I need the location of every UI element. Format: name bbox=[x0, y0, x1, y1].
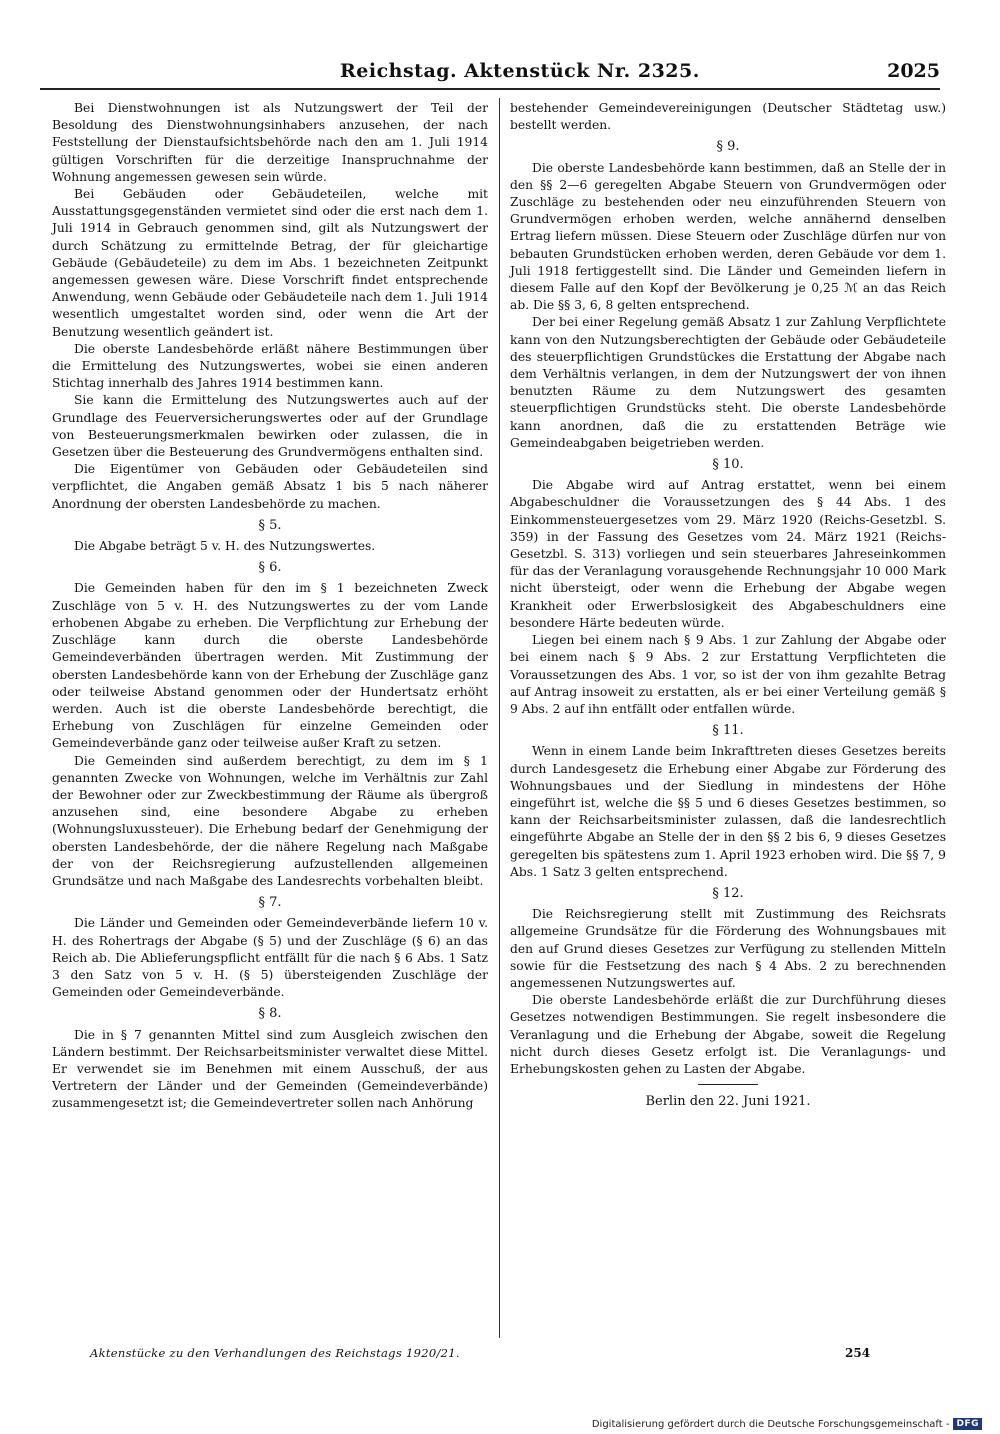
paragraph: Die Abgabe wird auf Antrag erstattet, wenn bei einem Abgabeschuldner die Voraussetzungen des § 44 Abs. 1 des Einkommensteuergesetzes vom 29. März 1920 (Reichs-Gesetzbl. S. 359) in der Fassung des Gesetzes vom 24. März 1921 (Reichs-Gesetzbl. S. 313) vorliegen und sein steuerbares Jahreseinkommen für das der Veranlagung vorausgehende Rechnungsjahr 10 000 Mark nicht übersteigt, oder wenn die Erhebung der Abgabe wegen Krankheit oder Erwerbslosigkeit des Abgabeschuldners eine besondere Härte bedeuten würde. bbox=[510, 478, 946, 630]
paragraph: bestehender Gemeindevereinigungen (Deutscher Städtetag usw.) bestellt werden. bbox=[510, 101, 946, 133]
paragraph: Die in § 7 genannten Mittel sind zum Ausgleich zwischen den Ländern bestimmt. Der Reichsarbeitsminister verwaltet diese Mittel. Er verwendet sie im Benehmen mit einem Ausschuß, der aus Vertretern der Länder und der Gemeinden (Gemeindeverbände) zusammengesetzt ist; die Gemeindevertreter sollen nach Anhörung bbox=[52, 1027, 488, 1111]
paragraph: Die Abgabe beträgt 5 v. H. des Nutzungswertes. bbox=[74, 539, 376, 554]
credit-text: Digitalisierung gefördert durch die Deutsche Forschungsgemeinschaft - bbox=[591, 1418, 950, 1430]
paragraph: Die Länder und Gemeinden oder Gemeindeverbände liefern 10 v. H. des Rohertrags der Abgabe (§ 5) und der Zuschläge (§ 6) an das Reich ab. Die Ablieferungspflicht entfällt für die nach § 6 Abs. 1 Satz 3 den Satz von 5 v. H. (§ 5) übersteigenden Zuschläge der Gemeinden oder Gemeindeverbände. bbox=[52, 916, 488, 1000]
left-column bbox=[52, 100, 488, 1113]
footer-sheet-number: 254 bbox=[845, 1346, 871, 1360]
signoff-date: Berlin den 22. Juni 1921. bbox=[645, 1094, 811, 1110]
digitization-credit bbox=[592, 1418, 982, 1430]
paragraph: Die Eigentümer von Gebäuden oder Gebäudeteilen sind verpflichtet, die Angaben gemäß Absatz 1 bis 5 nach näherer Anordnung der obersten Landesbehörde zu machen. bbox=[52, 462, 488, 511]
paragraph: Wenn in einem Lande beim Inkrafttreten dieses Gesetzes bereits durch Landesgesetz die Erhebung einer Abgabe zur Förderung des Wohnungsbaues und der Siedlung in mindestens der Höhe eingeführt ist, welche die §§ 5 und 6 dieses Gesetzes bestimmen, so kann der Reichsarbeitsminister zulassen, daß die landesrechtlich eingeführte Abgabe an Stelle der in den §§ 2 bis 6, 9 dieses Gesetzes geregelten bis spätestens zum 1. April 1923 erhoben wird. Die §§ 7, 9 Abs. 1 Satz 3 gelten entsprechend. bbox=[510, 744, 946, 879]
header-rule bbox=[40, 88, 940, 90]
paragraph: Bei Dienstwohnungen ist als Nutzungswert der Teil der Besoldung des Dienstwohnungsinhabers anzusehen, der nach Feststellung der Dienstaufsichtsbehörde nach den am 1. Juli 1914 gültigen Vorschriften für die derzeitige Inanspruchnahme der Wohnung angemessen gewesen sein würde. bbox=[52, 101, 488, 184]
closing-rule bbox=[698, 1084, 758, 1085]
paragraph: Die Gemeinden sind außerdem berechtigt, zu dem im § 1 genannten Zwecke von Wohnungen, welche im Verhältnis zur Zahl der Bewohner oder zur Zweckbestimmung der Räume als übergroß anzusehen sind, eine besondere Abgabe zu erheben (Wohnungsluxussteuer). Die Erhebung bedarf der Genehmigung der obersten Landesbehörde, der die nähere Regelung nach Maßgabe der von der Reichsregierung aufzustellenden allgemeinen Grundsätze und nach Maßgabe des Landesrechts vorbehalten bleibt. bbox=[52, 753, 488, 888]
section-heading: § 7. bbox=[258, 895, 282, 911]
paragraph: Die oberste Landesbehörde kann bestimmen, daß an Stelle der in den §§ 2—6 geregelten Abgabe Steuern von Grundvermögen oder Zuschläge zu bestehenden oder neu einzuführenden Steuern von Grundvermögen erhoben werden, welche annähernd denselben Ertrag liefern müssen. Diese Steuern oder Zuschläge dürfen nur von bebauten Grundstücken erhoben werden, deren Gebäude vor dem 1. Juli 1918 fertiggestellt sind. Die Länder und Gemeinden liefern in diesem Falle auf den Kopf der Bevölkerung je 0,25 ℳ an das Reich ab. Die §§ 3, 6, 8 gelten entsprechend. bbox=[510, 160, 946, 313]
paragraph: Die oberste Landesbehörde erläßt nähere Bestimmungen über die Ermittelung des Nutzungswertes, wobei sie einen anderen Stichtag innerhalb des Jahres 1914 bestimmen kann. bbox=[52, 341, 488, 391]
paragraph: Die oberste Landesbehörde erläßt die zur Durchführung dieses Gesetzes notwendigen Bestimmungen. Sie regelt insbesondere die Veranlagung und die Erhebung der Abgabe, soweit die Regelung nicht durch dieses Gesetz erfolgt ist. Die Veranlagungs- und Erhebungskosten gehen zu Lasten der Abgabe. bbox=[510, 993, 946, 1076]
paragraph: Bei Gebäuden oder Gebäudeteilen, welche mit Ausstattungsgegenständen vermietet sind oder die erst nach dem 1. Juli 1914 in Gebrauch genommen sind, gilt als Nutzungswert der durch Schätzung zu ermittelnde Betrag, der für gleichartige Gebäude (Gebäudeteile) zu dem im Abs. 1 bezeichneten Zeitpunkt angemessen gewesen wäre. Diese Vorschrift findet entsprechende Anwendung, wenn Gebäude oder Gebäudeteile nach dem 1. Juli 1914 wesentlich umgestaltet worden sind, oder wenn die Art der Benutzung wesentlich geändert ist. bbox=[52, 187, 488, 339]
section-heading: § 5. bbox=[258, 517, 282, 533]
section-heading: § 8. bbox=[258, 1006, 282, 1022]
footer-source: Aktenstücke zu den Verhandlungen des Reichstags 1920/21. bbox=[90, 1346, 460, 1360]
paragraph: Die Gemeinden haben für den im § 1 bezeichneten Zweck Zuschläge von 5 v. H. des Nutzungswertes zu der vom Lande erhobenen Abgabe zu erheben. Die Verpflichtung zur Erhebung der Zuschläge kann durch die oberste Landesbehörde Gemeindeverbänden übertragen werden. Mit Zustimmung der obersten Landesbehörde kann von der Erhebung der Zuschläge ganz oder teilweise Abstand genommen oder der Hundertsatz erhöht werden. Auch ist die oberste Landesbehörde berechtigt, die Erhebung von Zuschlägen für einzelne Gemeinden oder Gemeindeverbände ganz oder teilweise außer Kraft zu setzen. bbox=[52, 581, 488, 751]
right-column bbox=[510, 100, 946, 1110]
page-header bbox=[40, 60, 940, 86]
section-heading: § 9. bbox=[716, 139, 740, 155]
dfg-logo: DFG bbox=[953, 1418, 982, 1430]
paragraph: Der bei einer Regelung gemäß Absatz 1 zur Zahlung Verpflichtete kann von den Nutzungsberechtigten der Gebäude oder Gebäudeteile des steuerpflichtigen Grundstückes die Erstattung der Abgabe nach dem Verhältnis verlangen, in dem der Nutzungswert der von ihnen benutzten Räume zu dem Nutzungswert des gesamten steuerpflichtigen Grundstücks steht. Die oberste Landesbehörde kann anordnen, daß die zu erstattenden Beträge wie Gemeindeabgaben beigetrieben werden. bbox=[510, 315, 946, 450]
section-heading: § 11. bbox=[712, 723, 744, 739]
paragraph: Die Reichsregierung stellt mit Zustimmung des Reichsrats allgemeine Grundsätze für die Förderung des Wohnungsbaues mit den auf Grund dieses Gesetzes zur Verfügung zu stellenden Mitteln sowie für die Festsetzung des nach § 4 Abs. 2 zu berechnenden angemessenen Nutzungswertes auf. bbox=[510, 907, 946, 990]
section-heading: § 10. bbox=[712, 457, 744, 473]
page-title: Reichstag. Aktenstück Nr. 2325. bbox=[340, 60, 700, 82]
paragraph: Liegen bei einem nach § 9 Abs. 1 zur Zahlung der Abgabe oder bei einem nach § 9 Abs. 2 zur Erstattung Verpflichteten die Voraussetzungen des Abs. 1 vor, so ist der von ihm gezahlte Betrag auf Antrag insoweit zu erstatten, als er bei einer Verteilung gemäß § 9 Abs. 2 auf ihn entfällt oder entfallen würde. bbox=[510, 633, 946, 716]
paragraph: Sie kann die Ermittelung des Nutzungswertes auch auf der Grundlage des Feuerversicherungswertes oder auf der Grundlage von Besteuerungsmerkmalen bewirken oder zulassen, die in Gesetzen über die Besteuerung des Grundvermögens enthalten sind. bbox=[52, 393, 488, 460]
column-divider bbox=[499, 98, 500, 1338]
page-number: 2025 bbox=[887, 60, 940, 82]
section-heading: § 12. bbox=[712, 885, 744, 901]
section-heading: § 6. bbox=[258, 560, 282, 576]
